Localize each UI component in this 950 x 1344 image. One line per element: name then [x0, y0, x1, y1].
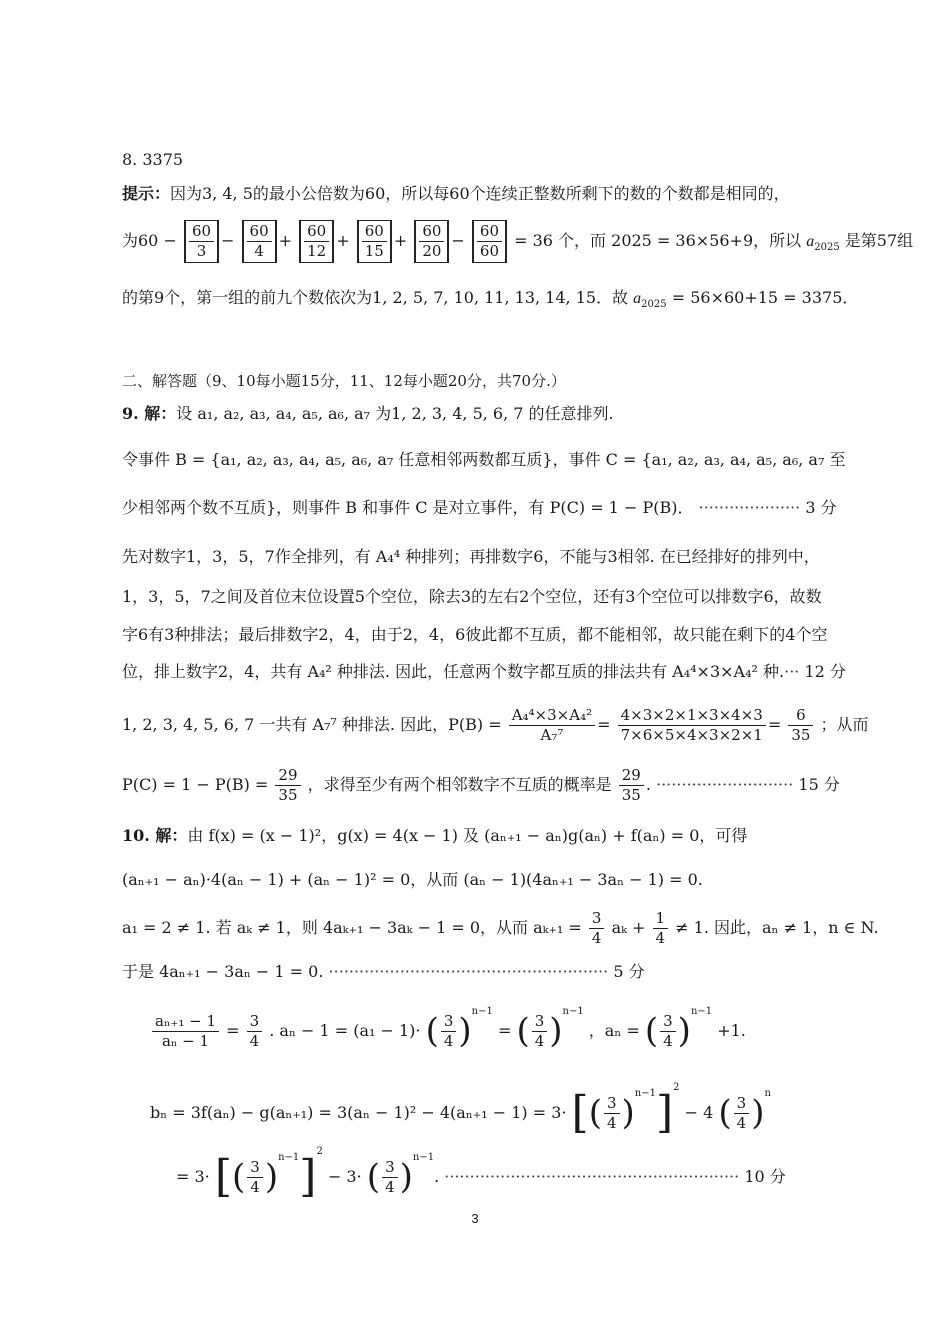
frac-num: 4×3×2×1×3×4×3 — [618, 706, 766, 726]
q8-group: 是第57组 — [844, 230, 914, 250]
exponent: n−1 — [634, 1088, 656, 1099]
q9-l2a: 令事件 B = {a₁, a₂, a₃, a₄, a₅, a₆, a₇ 任意相邻两数都互质} — [122, 450, 553, 469]
exponent: n−1 — [471, 1006, 493, 1017]
q8-hint — [122, 184, 790, 203]
frac-den: 35 — [278, 785, 298, 804]
q9-pc-equation: P(C) = 1 − P(B) = $\frac{29}{35}$ ，求得至少有两个相邻数字不互质的概率是 $\frac{29}{35}$ . ··························· 15 分 — [122, 766, 840, 804]
q9-e2-mid: ，求得至少有两个相邻数字不互质的概率是 — [307, 774, 612, 794]
q9-e1-pre: 1, 2, 3, 4, 5, 6, 7 一共有 A₇⁷ 种排法. 因此，P(B) = — [122, 714, 502, 734]
frac-num: 3 — [247, 1012, 263, 1032]
q10-l7-pre: = 3· — [176, 1167, 210, 1186]
q10-line2: (aₙ₊₁ − aₙ)·4(aₙ − 1) + (aₙ − 1)² = 0，从而 (aₙ − 1)(4aₙ₊₁ − 3aₙ − 1) = 0. — [122, 870, 703, 889]
q10-l4: 于是 4aₙ₊₁ − 3aₙ − 1 = 0. — [122, 962, 324, 981]
q10-l6-pre: bₙ = 3f(aₙ) − g(aₙ₊₁) = 3(aₙ − 1)² − 4(aₙ₊₁ − 1) = 3· — [150, 1103, 567, 1122]
frac-den: 35 — [791, 725, 811, 744]
q9-line1 — [122, 404, 614, 423]
q10-line1 — [122, 826, 747, 845]
exponent: 2 — [316, 1146, 323, 1157]
q9-label: 9. 解： — [122, 404, 177, 423]
q10-line3 — [122, 909, 879, 948]
eq: = — [226, 1021, 240, 1040]
frac-den: 35 — [621, 785, 641, 804]
exponent: n−1 — [562, 1006, 584, 1017]
q10-l7-mid: − 3· — [327, 1167, 362, 1186]
exponent: n−1 — [278, 1152, 300, 1163]
q9-p3: 字6有3种排法；最后排数字2，4，由于2，4，6彼此都不互质，都不能相邻，故只能在剩下的4个空 — [122, 625, 828, 644]
q9-l3: 少相邻两个数不互质}，则事件 B 和事件 C 是对立事件，有 P(C) = 1 − P(B)． — [122, 498, 694, 517]
q9-pb-equation: 1, 2, 3, 4, 5, 6, 7 一共有 A₇⁷ 种排法. 因此，P(B) = $\frac{\text{A₄⁴×3×A₄²}}{\text{A₇⁷}}$ = $\frac{4\times 3\times 2\times 1\times 3\times 4\times 3}{7\times 6\times 5\times 4\times 3\times 2\times 1}$ = $\frac{6}{35}$ ；从而 — [122, 706, 869, 744]
q9-e1-post: ；从而 — [820, 714, 869, 734]
q9-l2b: ，事件 C = {a₁, a₂, a₃, a₄, a₅, a₆, a₇ 至 — [552, 450, 846, 469]
q10-line4: 于是 4aₙ₊₁ − 3aₙ − 1 = 0. ······················································· 5 分 — [122, 962, 645, 981]
q8-conc-pre: 的第9个，第一组的前九个数依次为1, 2, 5, 7, 10, 11, 13, 14, 15．故 — [122, 288, 629, 307]
frac-den: 4 — [655, 928, 666, 947]
frac-num: 29 — [619, 766, 644, 786]
q8-lead: 为60 − — [122, 230, 177, 250]
section-title: 二、解答题（9、10每小题15分，11、12每小题20分，共70分.） — [122, 372, 566, 390]
q8-conclusion: 的第9个，第一组的前九个数依次为1, 2, 5, 7, 10, 11, 13, 14, 15．故 $a_{2025} = 56\times 60+15 = 3375$． — [122, 288, 859, 311]
q10-l3-pre: a₁ = 2 ≠ 1. 若 aₖ ≠ 1，则 4aₖ₊₁ − 3aₖ − 1 = 0，从而 aₖ₊₁ = — [122, 917, 582, 937]
frac-den: 4 — [249, 1032, 260, 1050]
q9-p4-text: 位，排上数字2，4，共有 A₄² 种排法. 因此，任意两个数字都互质的排法共有 A₄⁴×3×A₄² 种. — [122, 662, 785, 681]
q9-e2-pre: P(C) = 1 − P(B) = — [122, 774, 269, 794]
q10-l3-mid: aₖ + — [611, 917, 646, 937]
score: 12 分 — [804, 662, 846, 681]
score: 10 分 — [744, 1167, 786, 1186]
q10-l6-minus: − 4 — [684, 1103, 714, 1122]
page-number: 3 — [471, 1211, 479, 1226]
frac-den: aₙ − 1 — [161, 1032, 210, 1050]
frac-num: 3 — [589, 909, 605, 929]
score: 3 分 — [805, 498, 837, 517]
q9-l1: 设 a₁, a₂, a₃, a₄, a₅, a₆, a₇ 为1, 2, 3, 4, 5, 6, 7 的任意排列. — [176, 404, 614, 423]
q10-label: 10. 解： — [122, 826, 188, 845]
q10-l3-post: ≠ 1. 因此，aₙ ≠ 1，n ∈ N. — [675, 917, 879, 937]
exponent: n−1 — [690, 1006, 713, 1017]
q9-line2 — [122, 450, 845, 469]
q10-l5-mid: . aₙ − 1 = (a₁ − 1)· — [269, 1021, 421, 1040]
q10-line7: = 3· [( $\frac{3}{4}$ )$^{n-1}$]$^2$ − 3· ( $\frac{3}{4}$ )$^{n-1}$. ·························································· 10 分 — [176, 1146, 786, 1203]
q10-l1: 由 f(x) = (x − 1)²，g(x) = 4(x − 1) 及 (aₙ₊₁ − aₙ)g(aₙ) + f(aₙ) = 0，可得 — [187, 826, 748, 845]
q9-p4: 位，排上数字2，4，共有 A₄² 种排法. 因此，任意两个数字都互质的排法共有 A₄⁴×3×A₄² 种.··· 12 分 — [122, 662, 846, 681]
frac-num: 6 — [788, 706, 813, 726]
q9-p1: 先对数字1，3，5，7作全排列，有 A₄⁴ 种排列；再排数字6，不能与3相邻. 在已经排好的排列中， — [122, 547, 820, 566]
q10-l5-comma: ，aₙ = — [588, 1021, 640, 1040]
frac-den: A₇⁷ — [540, 725, 564, 744]
frac-den: 7×6×5×4×3×2×1 — [620, 725, 763, 744]
q10-line5: $\frac{\text{aₙ₊₁ − 1}}{\text{aₙ − 1}}$ = $\frac{3}{4}$ . aₙ − 1 = (a₁ − 1)· ( $\frac{3}{4}$ )$^{n-1}$ = ( $\frac{3}{4}$ )$^{n-1}$ ，aₙ = ( $\frac{3}{4}$ )$^{n-1}$ +1. — [150, 1006, 746, 1052]
score: 5 分 — [613, 962, 645, 981]
frac-num: A₄⁴×3×A₄² — [509, 706, 595, 726]
frac-num: 1 — [653, 909, 669, 929]
exponent: 2 — [673, 1082, 680, 1093]
frac-num: 29 — [275, 766, 300, 786]
hint-text: 因为3, 4, 5的最小公倍数为60，所以每60个连续正整数所剩下的数的个数都是相同的， — [170, 184, 790, 203]
q8-formula-tail: = 36 个，而 2025 = 36×56+9，所以 — [514, 230, 802, 250]
score: 15 分 — [798, 774, 840, 794]
q8-answer: 8. 3375 — [122, 150, 184, 169]
q9-p2: 1，3，5，7之间及首位末位设置5个空位，除去3的左右2个空位，还有3个空位可以排数字6，故数 — [122, 587, 822, 606]
frac-den: 4 — [591, 928, 602, 947]
exponent: n−1 — [412, 1152, 435, 1163]
q10-l5-end: +1. — [717, 1021, 746, 1040]
q9-line3: 少相邻两个数不互质}，则事件 B 和事件 C 是对立事件，有 P(C) = 1 − P(B)． ···················· 3 分 — [122, 498, 837, 517]
q10-line6: bₙ = 3f(aₙ) − g(aₙ₊₁) = 3(aₙ − 1)² − 4(aₙ₊₁ − 1) = 3· [( $\frac{3}{4}$ )$^{n-1}$]$^2$ − 4 ( $\frac{3}{4}$ )$^n$ — [150, 1082, 771, 1139]
frac-num: aₙ₊₁ − 1 — [152, 1012, 219, 1032]
hint-label: 提示： — [122, 184, 171, 203]
exponent: n — [764, 1088, 771, 1099]
q8-formula-line: 为60 − $\frac{60}{3}$ − $\frac{60}{4}$ + $\frac{60}{12}$ + $\frac{60}{15}$ + $\frac{60}{20}$ − $\frac{60}{60}$ = 36 个，而 2025 = 36×56+9，所以 $a_{2025}$ 是第57组 — [122, 220, 913, 263]
q8-conc-post: = 56×60+15 = 3375． — [671, 288, 859, 307]
